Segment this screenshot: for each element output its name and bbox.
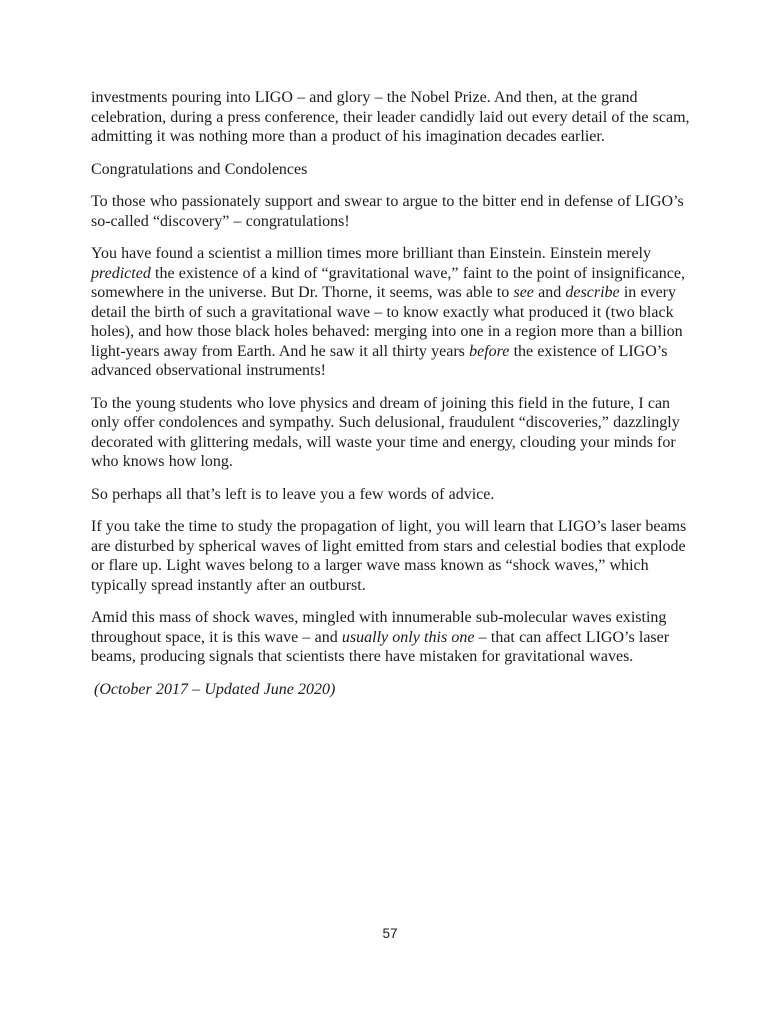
text-segment: Congratulations and Condolences xyxy=(91,160,308,178)
text-segment: – that can affect LIGO’s laser beams, producing signals that scientists there have mistaken for gravitational waves. xyxy=(91,628,670,665)
text-segment: in every detail the birth of such a gravitational wave – to know exactly what produced it (two black holes), and how those black holes behaved: merging into one in a region more than a billion light-years away from Earth. And he saw it all thirty years xyxy=(91,284,683,360)
text-segment: You have found a scientist a million times more brilliant than Einstein. Einstein merely xyxy=(91,245,651,262)
text-segment: To the young students who love physics and dream of joining this field in the future, I can only offer condolences and sympathy. Such delusional, fraudulent “discoveries,” dazzlingly decorated with glittering medals, will waste your time and energy, clouding your minds for who knows how long. xyxy=(91,394,680,470)
paragraph-young-students xyxy=(91,394,695,472)
paragraph-words-of-advice xyxy=(91,485,695,505)
paragraph-date-line xyxy=(94,680,695,700)
paragraph-nobel-scam xyxy=(91,88,695,147)
text-segment: To those who passionately support and swear to argue to the bitter end in defense of LIGO’s so-called “discovery” – congratulations! xyxy=(91,193,684,230)
text-segment: the existence of a kind of “gravitational wave,” faint to the point of insignificance, somewhere in the universe. But Dr. Thorne, it seems, was able to xyxy=(91,264,685,301)
text-segment: (October 2017 – Updated June 2020) xyxy=(94,680,336,698)
italic-text: describe xyxy=(565,284,620,301)
page-number: 57 xyxy=(382,926,398,941)
text-segment: So perhaps all that’s left is to leave you a few words of advice. xyxy=(91,485,495,503)
italic-text: before xyxy=(469,342,510,360)
heading-congratulations-and-condolences xyxy=(91,160,695,180)
paragraph-propagation-of-light xyxy=(91,517,695,595)
text-segment: and xyxy=(533,284,566,301)
italic-text: usually only this one xyxy=(341,628,475,646)
text-segment: the existence of LIGO’s advanced observational instruments! xyxy=(91,342,668,379)
document-body xyxy=(91,88,695,712)
text-segment: Amid this mass of shock waves, mingled with innumerable sub-molecular waves existing throughout space, it is this wave – and xyxy=(91,609,667,646)
paragraph-shock-waves xyxy=(91,608,695,667)
text-segment: If you take the time to study the propagation of light, you will learn that LIGO’s laser beams are disturbed by spherical waves of light emitted from stars and celestial bodies that explode or flare up. Light waves belong to a larger wave mass known as “shock waves,” which typically spread instantly after an outburst. xyxy=(91,518,687,594)
paragraph-congratulations xyxy=(91,192,695,231)
italic-text: predicted xyxy=(91,264,151,282)
paragraph-scientist-brilliant xyxy=(91,244,695,381)
text-segment: investments pouring into LIGO – and glory – the Nobel Prize. And then, at the grand celebration, during a press conference, their leader candidly laid out every detail of the scam, admitting it was nothing more than a product of his imagination decades earlier. xyxy=(91,89,690,145)
italic-text: see xyxy=(513,284,534,301)
